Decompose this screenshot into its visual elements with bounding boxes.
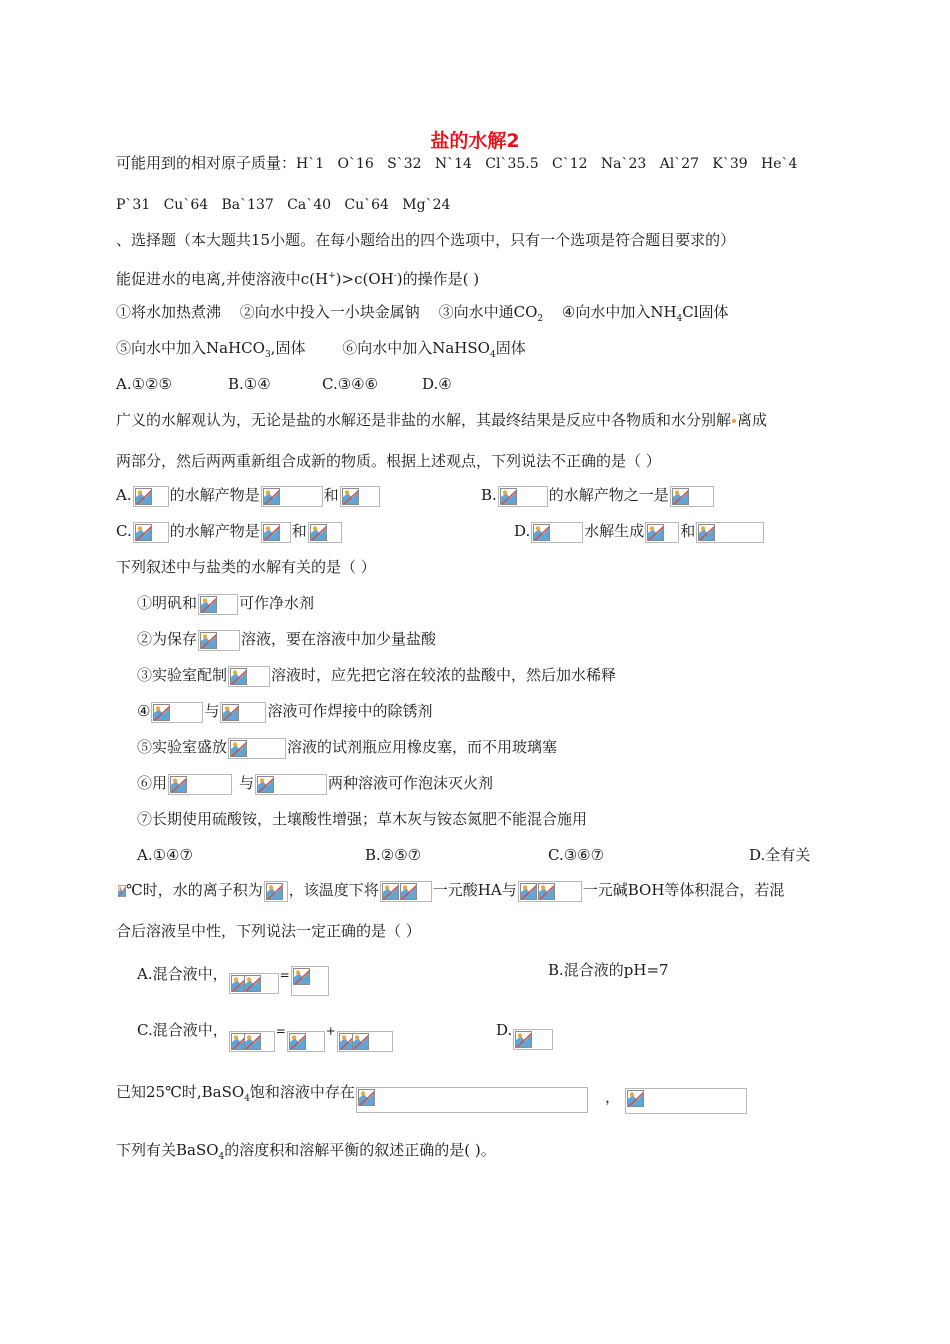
- image-icon: [698, 524, 715, 541]
- image-icon: [627, 1090, 644, 1107]
- dot-icon: [732, 419, 736, 423]
- q1-choice-c: C.③④⑥: [322, 375, 379, 393]
- q2-option-text: 水解生成: [584, 522, 645, 540]
- formula-image: [531, 522, 583, 543]
- formula-image: [261, 522, 291, 543]
- formula-image: [287, 1031, 325, 1052]
- q3-item-text: 与: [239, 774, 255, 792]
- image-icon: [647, 524, 664, 541]
- image-icon: [293, 968, 310, 985]
- formula-image: [625, 1088, 747, 1114]
- q3-choice-d: D.全有关: [749, 846, 811, 864]
- q4-option-text: D.: [496, 1021, 513, 1039]
- image-icon: [244, 1033, 261, 1050]
- equals-sign: =: [275, 1024, 286, 1038]
- q2-option-text: 和: [680, 522, 696, 540]
- formula-image: [696, 522, 764, 543]
- q2-stem-text: 离成: [737, 411, 768, 429]
- image-icon: [520, 883, 537, 900]
- q5-text: 的溶度积和溶解平衡的叙述正确的是( )。: [224, 1141, 496, 1159]
- image-icon: [289, 1033, 306, 1050]
- q3-item-7: ⑦长期使用硫酸铵，土壤酸性增强；草木灰与铵态氮肥不能混合施用: [137, 810, 588, 828]
- formula-image: [261, 486, 323, 507]
- q4-option-a: [137, 960, 330, 990]
- q2-option-text: 的水解产物是: [169, 486, 260, 504]
- q1-option-2: ②向水中投入一小块金属钠: [239, 303, 420, 321]
- formula-image: [337, 1031, 393, 1052]
- q4-stem-text: ，该温度下将: [288, 881, 379, 899]
- q1-option-5-text: ⑤向水中加入NaHCO: [116, 339, 265, 357]
- image-icon: [342, 488, 359, 505]
- q2-option-label: D.: [514, 522, 531, 540]
- q3-stem: 下列叙述中与盐类的水解有关的是（ ）: [116, 558, 376, 576]
- image-icon: [170, 776, 187, 793]
- q3-choice-c: C.③⑥⑦: [548, 846, 605, 864]
- plus-sign: +: [325, 1024, 336, 1038]
- q4-option-c: [137, 1020, 394, 1042]
- q1-options-row-2: [116, 338, 526, 365]
- image-icon: [153, 704, 170, 721]
- q5-comma: ，: [605, 1088, 621, 1106]
- q3-item-text: 溶液时，应先把它溶在较浓的盐酸中，然后加水稀释: [271, 666, 617, 684]
- formula-image: [308, 522, 342, 543]
- q3-item-5: [137, 737, 557, 759]
- image-icon: [263, 488, 280, 505]
- formula-image: [645, 522, 679, 543]
- q2-stem-line-2: 两部分，然后两两重新组合成新的物质。根据上述观点，下列说法不正确的是（ ）: [116, 452, 661, 470]
- formula-image: [151, 702, 203, 723]
- image-icon: [263, 524, 280, 541]
- formula-image: [198, 630, 240, 651]
- q4-stem-line-2: 合后溶液呈中性，下列说法一定正确的是（ ）: [116, 922, 421, 940]
- q1-option-5: [116, 339, 306, 360]
- image-icon: [266, 883, 283, 900]
- q1-sub: 4: [676, 314, 683, 324]
- image-icon: [200, 632, 217, 649]
- image-icon: [222, 704, 239, 721]
- q3-item-text: 溶液的试剂瓶应用橡皮塞，而不用玻璃塞: [287, 738, 558, 756]
- q5-stem-text: 已知25℃时,BaSO: [116, 1083, 245, 1101]
- q4-stem-text: ℃时，水的离子积为: [126, 881, 263, 899]
- formula-image: [133, 486, 169, 507]
- image-icon: [538, 883, 555, 900]
- q1-sub: 4: [489, 350, 496, 360]
- q3-item-text: ②为保存: [137, 630, 198, 648]
- section-header: 、选择题（本大题共15小题。在每小题给出的四个选项中，只有一个选项是符合题目要求的）: [116, 231, 736, 249]
- image-icon: [533, 524, 550, 541]
- formula-image: [670, 486, 714, 507]
- q5-sub: 4: [218, 1152, 225, 1162]
- q3-item-text: ④: [137, 702, 151, 720]
- formula-image: [220, 702, 266, 723]
- q2-stem-line-1: [116, 410, 767, 430]
- q1-options-row-1: [116, 302, 729, 329]
- q3-item-text: 两种溶液可作泡沫灭火剂: [328, 774, 494, 792]
- formula-image: [291, 966, 329, 996]
- formula-image: [198, 594, 238, 615]
- q1-sub: 2: [537, 314, 544, 324]
- q4-option-b: B.混合液的pH=7: [548, 961, 669, 979]
- q1-option-4-text: ④向水中加入NH: [561, 303, 677, 321]
- formula-image: [117, 884, 125, 898]
- q3-choices: [137, 845, 817, 865]
- q1-stem: [116, 266, 479, 289]
- q3-item-text: 可作净水剂: [239, 594, 315, 612]
- image-icon: [257, 776, 274, 793]
- q2-option-d: [514, 521, 765, 543]
- q1-option-3: [438, 303, 544, 324]
- formula-image: [356, 1087, 588, 1113]
- formula-image: [380, 881, 432, 902]
- q1-choice-a: A.①②⑤: [116, 375, 172, 393]
- formula-image: [513, 1029, 553, 1050]
- q1-sub: 3: [264, 350, 271, 360]
- q2-option-text: 的水解产物之一是: [548, 486, 669, 504]
- q1-stem-text: 能促进水的电离,并使溶液中c(H: [116, 270, 329, 288]
- q2-option-label: B.: [481, 486, 497, 504]
- image-icon: [230, 668, 247, 685]
- q1-choice-b: B.①④: [228, 375, 271, 393]
- q1-option-4: [561, 303, 729, 324]
- q2-option-c: [116, 521, 343, 543]
- equals-sign: =: [279, 968, 290, 982]
- q1-option-6-text: ⑥向水中加入NaHSO: [342, 339, 490, 357]
- q3-item-6: [137, 773, 493, 795]
- image-icon: [244, 975, 261, 992]
- image-icon: [382, 883, 399, 900]
- q5-stem: [116, 1080, 589, 1109]
- image-icon: [135, 524, 152, 541]
- formula-image: [228, 666, 270, 687]
- q1-choice-d: D.④: [422, 375, 452, 393]
- formula-image: [340, 486, 380, 507]
- q1-sup: -: [393, 271, 397, 281]
- q5-formula: [624, 1088, 748, 1114]
- q2-option-label: C.: [116, 522, 132, 540]
- q4-stem-text: 一元酸HA与: [432, 881, 517, 899]
- image-icon: [118, 885, 126, 897]
- q3-item-text: 与: [204, 702, 220, 720]
- q3-item-text: 溶液，要在溶液中加少量盐酸: [241, 630, 437, 648]
- image-icon: [358, 1089, 375, 1106]
- q5-text: 下列有关BaSO: [116, 1141, 219, 1159]
- q4-stem-line-1: [116, 880, 784, 902]
- q3-choice-a: A.①④⑦: [137, 846, 193, 864]
- q5-stem-text: 饱和溶液中存在: [249, 1083, 355, 1101]
- q2-option-label: A.: [116, 486, 132, 504]
- q3-item-2: [137, 629, 436, 651]
- image-icon: [500, 488, 517, 505]
- q1-option-3-text: ③向水中通CO: [438, 303, 538, 321]
- q3-item-4: [137, 701, 432, 723]
- q1-option-6-text: 固体: [495, 339, 526, 357]
- image-icon: [230, 740, 247, 757]
- formula-image: [229, 973, 279, 994]
- formula-image: [168, 774, 232, 795]
- q1-option-6: [342, 339, 526, 360]
- q1-choices: [116, 374, 452, 394]
- q5-line-2: [116, 1140, 496, 1167]
- formula-image: [133, 522, 169, 543]
- page-title: 盐的水解2: [430, 130, 520, 152]
- formula-image: [255, 774, 327, 795]
- q4-option-text: A.混合液中，: [137, 965, 228, 983]
- formula-image: [498, 486, 548, 507]
- atomic-masses-values: H`1 O`16 S`32 N`14 Cl`35.5 C`12 Na`23 Al`27 K`39 He`4: [296, 156, 798, 172]
- image-icon: [672, 488, 689, 505]
- image-icon: [352, 1033, 369, 1050]
- q1-stem-text: )的操作是( ): [396, 270, 480, 288]
- q1-option-1: ①将水加热煮沸: [116, 303, 222, 321]
- atomic-masses-row-1: [116, 153, 797, 174]
- q3-item-text: 溶液可作焊接中的除锈剂: [267, 702, 433, 720]
- q2-option-text: 和: [323, 486, 339, 504]
- q3-item-text: ⑤实验室盛放: [137, 738, 228, 756]
- q1-stem-text: )>c(OH: [335, 270, 394, 288]
- image-icon: [310, 524, 327, 541]
- q5-sub: 4: [244, 1094, 250, 1104]
- q4-option-text: C.混合液中，: [137, 1021, 228, 1039]
- image-icon: [400, 883, 417, 900]
- atomic-masses-label: 可能用到的相对原子质量：: [116, 154, 297, 172]
- image-icon: [515, 1031, 532, 1048]
- image-icon: [200, 596, 217, 613]
- q2-stem-text: 广义的水解观认为，无论是盐的水解还是非盐的水解，其最终结果是反应中各物质和水分别解: [116, 411, 732, 429]
- q2-option-a: [116, 485, 381, 507]
- q3-item-3: [137, 665, 616, 687]
- q2-option-text: 和: [291, 522, 307, 540]
- q2-option-text: 的水解产物是: [169, 522, 260, 540]
- q1-sup: +: [328, 271, 336, 281]
- formula-image: [518, 881, 582, 902]
- q2-option-b: [481, 485, 715, 507]
- formula-image: [264, 881, 288, 902]
- q1-option-5-text: ,固体: [270, 339, 306, 357]
- formula-image: [229, 1031, 275, 1052]
- q3-item-1: [137, 593, 314, 615]
- formula-image: [228, 738, 286, 759]
- q3-choice-b: B.②⑤⑦: [365, 846, 422, 864]
- q4-stem-text: 一元碱BOH等体积混合，若混: [582, 881, 785, 899]
- q3-item-text: ⑥用: [137, 774, 168, 792]
- q1-option-4-text: Cl固体: [682, 303, 729, 321]
- atomic-masses-row-2: P`31 Cu`64 Ba`137 Ca`40 Cu`64 Mg`24: [116, 197, 451, 213]
- image-icon: [135, 488, 152, 505]
- q3-item-text: ③实验室配制: [137, 666, 228, 684]
- q3-item-text: ①明矾和: [137, 594, 198, 612]
- q4-option-d: [496, 1020, 554, 1042]
